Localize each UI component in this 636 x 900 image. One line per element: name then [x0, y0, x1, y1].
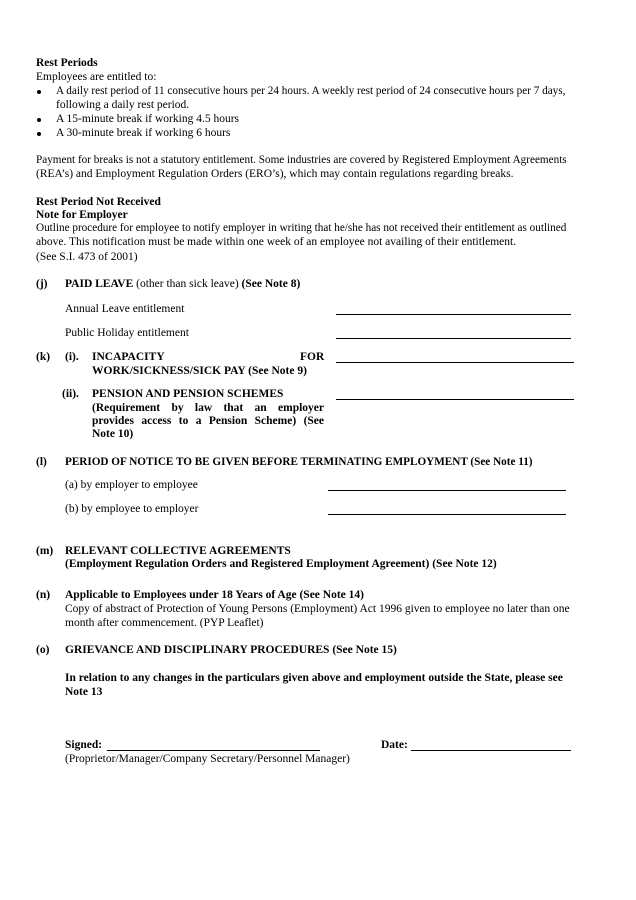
rest-item-1: A daily rest period of 11 consecutive hours per 24 hours. A weekly rest period of 24 consecutive hours per 7 days, — [56, 85, 566, 97]
payment-line-2: (REA’s) and Employment Regulation Orders (ERO’s), which may contain regulations regarding breaks. — [36, 168, 514, 180]
pension-line-2: provides access to a Pension Scheme) (See — [92, 415, 324, 427]
not-received-line-2: above. This notification must be made within one week of an employee not availing of their entitlement. — [36, 236, 517, 248]
signed-label: Signed: — [65, 739, 103, 751]
bullet-icon — [37, 132, 41, 136]
not-received-heading: Rest Period Not Received — [36, 196, 161, 208]
collective-agreements-title: RELEVANT COLLECTIVE AGREEMENTS — [65, 545, 291, 557]
notice-employer-field[interactable] — [328, 490, 566, 491]
section-o-letter: (o) — [36, 644, 50, 656]
not-received-line-1: Outline procedure for employee to notify employer in writing that he/she has not received their entitlement as outlined — [36, 222, 567, 234]
changes-note-line-2: Note 13 — [65, 686, 103, 698]
si-reference: (See S.I. 473 of 2001) — [36, 251, 138, 263]
under-18-title: Applicable to Employees under 18 Years of Age (See Note 14) — [65, 589, 364, 601]
rest-periods-intro: Employees are entitled to: — [36, 71, 157, 83]
rest-periods-heading: Rest Periods — [36, 57, 98, 69]
pension-line-3: Note 10) — [92, 428, 134, 440]
section-l-letter: (l) — [36, 456, 47, 468]
note-for-employer: Note for Employer — [36, 209, 128, 221]
rest-item-3: A 30-minute break if working 6 hours — [56, 127, 231, 139]
notice-employee-label: (b) by employee to employer — [65, 503, 199, 515]
annual-leave-field[interactable] — [336, 314, 571, 315]
section-m-letter: (m) — [36, 545, 54, 557]
notice-employer-label: (a) by employer to employee — [65, 479, 198, 491]
public-holiday-label: Public Holiday entitlement — [65, 327, 189, 339]
bullet-icon — [37, 118, 41, 122]
pension-title: PENSION AND PENSION SCHEMES — [92, 388, 284, 400]
date-field[interactable] — [411, 750, 571, 751]
annual-leave-label: Annual Leave entitlement — [65, 303, 185, 315]
signature-field[interactable] — [107, 750, 320, 751]
section-k-ii-label: (ii). — [62, 388, 79, 400]
incapacity-field[interactable] — [336, 362, 574, 363]
rest-item-1-cont: following a daily rest period. — [56, 99, 190, 111]
public-holiday-field[interactable] — [336, 338, 571, 339]
grievance-title: GRIEVANCE AND DISCIPLINARY PROCEDURES (See Note 15) — [65, 644, 397, 656]
incapacity-title: INCAPACITY — [92, 351, 165, 363]
under-18-line-1: Copy of abstract of Protection of Young Persons (Employment) Act 1996 given to employee no later than one — [65, 603, 570, 615]
under-18-line-2: month after commencement. (PYP Leaflet) — [65, 617, 264, 629]
incapacity-title-2: WORK/SICKNESS/SICK PAY (See Note 9) — [92, 365, 307, 377]
section-k-letter: (k) — [36, 351, 51, 363]
pension-line-1: (Requirement by law that an employer — [92, 402, 324, 414]
section-n-letter: (n) — [36, 589, 51, 601]
section-j-letter: (j) — [36, 278, 48, 290]
changes-note-line-1: In relation to any changes in the particulars given above and employment outside the State, please see — [65, 672, 563, 684]
date-label: Date: — [381, 739, 408, 751]
section-k-i-label: (i). — [65, 351, 79, 363]
section-j-title: PAID LEAVE (other than sick leave) (See Note 8) — [65, 278, 301, 290]
notice-title: PERIOD OF NOTICE TO BE GIVEN BEFORE TERMINATING EMPLOYMENT (See Note 11) — [65, 456, 533, 468]
incapacity-for: FOR — [300, 351, 325, 363]
signatory-roles: (Proprietor/Manager/Company Secretary/Personnel Manager) — [65, 753, 350, 765]
notice-employee-field[interactable] — [328, 514, 566, 515]
collective-agreements-subtitle: (Employment Regulation Orders and Registered Employment Agreement) (See Note 12) — [65, 558, 497, 570]
pension-field[interactable] — [336, 399, 574, 400]
payment-line-1: Payment for breaks is not a statutory entitlement. Some industries are covered by Registered Employment Agreements — [36, 154, 567, 166]
bullet-icon — [37, 90, 41, 94]
rest-item-2: A 15-minute break if working 4.5 hours — [56, 113, 240, 125]
